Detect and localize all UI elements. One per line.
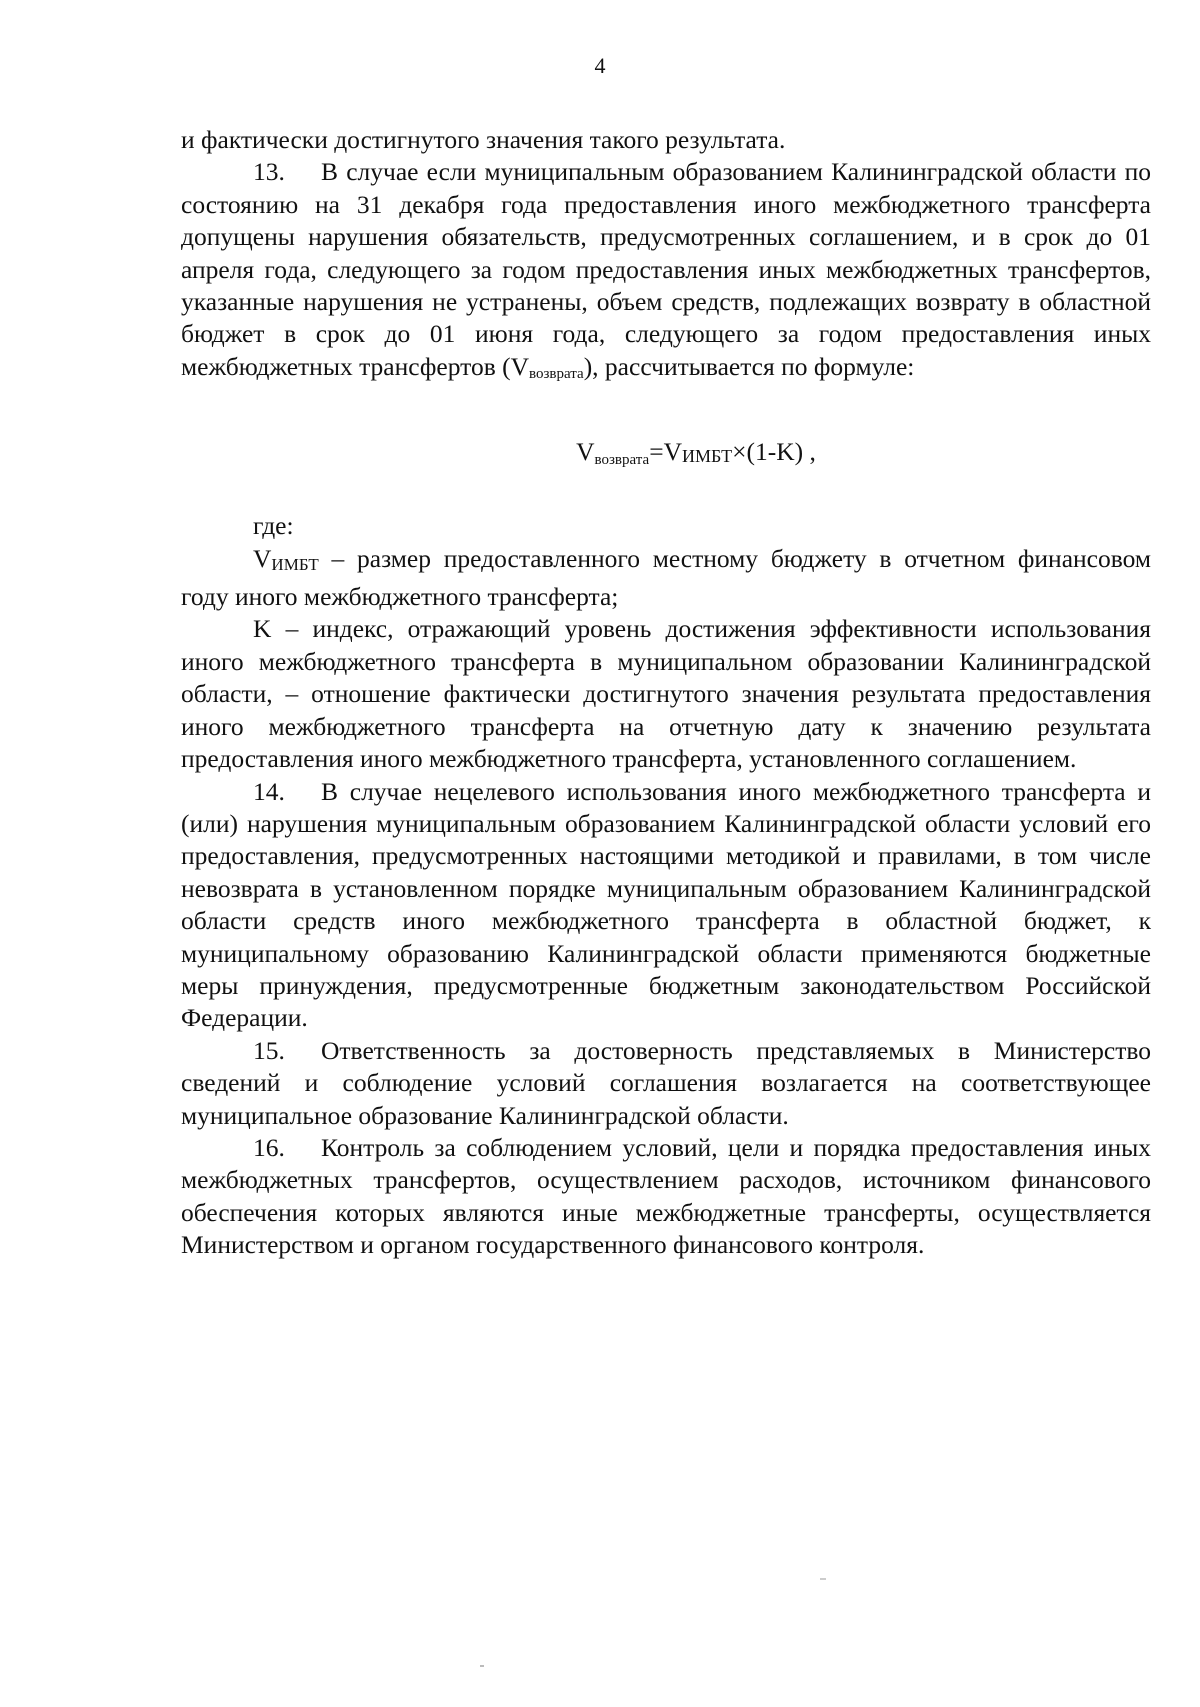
formula-sub-return: возврата [594, 452, 650, 469]
paragraph-13 [181, 156, 1151, 390]
paragraph-number: 15. [253, 1035, 285, 1065]
definition-v-imbt [181, 543, 1151, 614]
where-label: где: [253, 511, 294, 541]
paragraph-text: Контроль за соблюдением условий, цели и порядка предоставления иных межбюджетных трансфертов, осуществлением расходов, источником финансового обеспечения которых являются иные межбюджетные трансферты, осуществляется Министерством и органом государственного финансового контроля. [181, 1132, 1151, 1260]
formula-eq: =V [649, 437, 682, 467]
v-subscript: возврата [529, 365, 584, 382]
definition-text: – индекс, отражающий уровень достижения эффективности использования иного межбюджетного трансферта в муниципальном образовании Калининградской области, – отношение фактически достигнутого значения результата предоставления иного межбюджетного трансферта на отчетную дату к значению результата предоставления иного межбюджетного трансферта, установленного соглашением. [181, 614, 1151, 774]
formula-rest: ×(1-K) , [732, 437, 816, 467]
v-symbol: V [510, 351, 530, 381]
paragraph-number: 14. [253, 776, 285, 806]
scan-speck [480, 1665, 484, 1667]
paragraph-number: 16. [253, 1132, 285, 1162]
paragraph-text: В случае нецелевого использования иного межбюджетного трансферта и (или) нарушения муниципальным образованием Калининградской области условий его предоставления, предусмотренных настоящими методикой и правилами, в том числе невозврата в установленном порядке муниципальным образованием Калининградской области средств иного межбюджетного трансферта в областной бюджет, к муниципальному образованию Калининградской области применяются бюджетные меры принуждения, предусмотренные бюджетным законодательством Российской Федерации. [181, 776, 1151, 1033]
paragraph-16 [181, 1132, 1151, 1262]
definition-k [181, 613, 1151, 775]
scan-speck [820, 1578, 826, 1580]
formula-v: V [576, 437, 595, 467]
paragraph-continuation: и фактически достигнутого значения такого результата. [181, 125, 786, 154]
paragraph-15 [181, 1035, 1151, 1132]
paragraph-text: Ответственность за достоверность представляемых в Министерство сведений и соблюдение условий соглашения возлагается на соответствующее муниципальное образование Калининградской области. [181, 1035, 1151, 1130]
page-number: 4 [594, 53, 606, 78]
paragraph-14 [181, 776, 1151, 1035]
formula [181, 432, 1151, 480]
definition-text: – размер предоставленного местному бюджету в отчетном финансовом году иного межбюджетного трансферта; [181, 543, 1151, 612]
formula-sub-imbt: ИМБТ [681, 446, 733, 467]
definition-symbol: K [253, 614, 272, 644]
paragraph-text: В случае если муниципальным образованием Калининградской области по состоянию на 31 декабря года предоставления иного межбюджетного трансферта допущены нарушения обязательств, предусмотренных соглашением, и в срок до 01 апреля года, следующего за годом предоставления иных межбюджетных трансфертов, указанные нарушения не устранены, объем средств, подлежащих возврату в областной бюджет в срок до 01 июня года, следующего за годом предоставления иных межбюджетных трансфертов ( [181, 157, 1151, 381]
document-body [181, 124, 1151, 1262]
paragraph-text-end: ), рассчитывается по формуле: [583, 351, 915, 381]
definition-symbol: VИМБТ [253, 543, 319, 574]
paragraph-number: 13. [253, 157, 285, 187]
